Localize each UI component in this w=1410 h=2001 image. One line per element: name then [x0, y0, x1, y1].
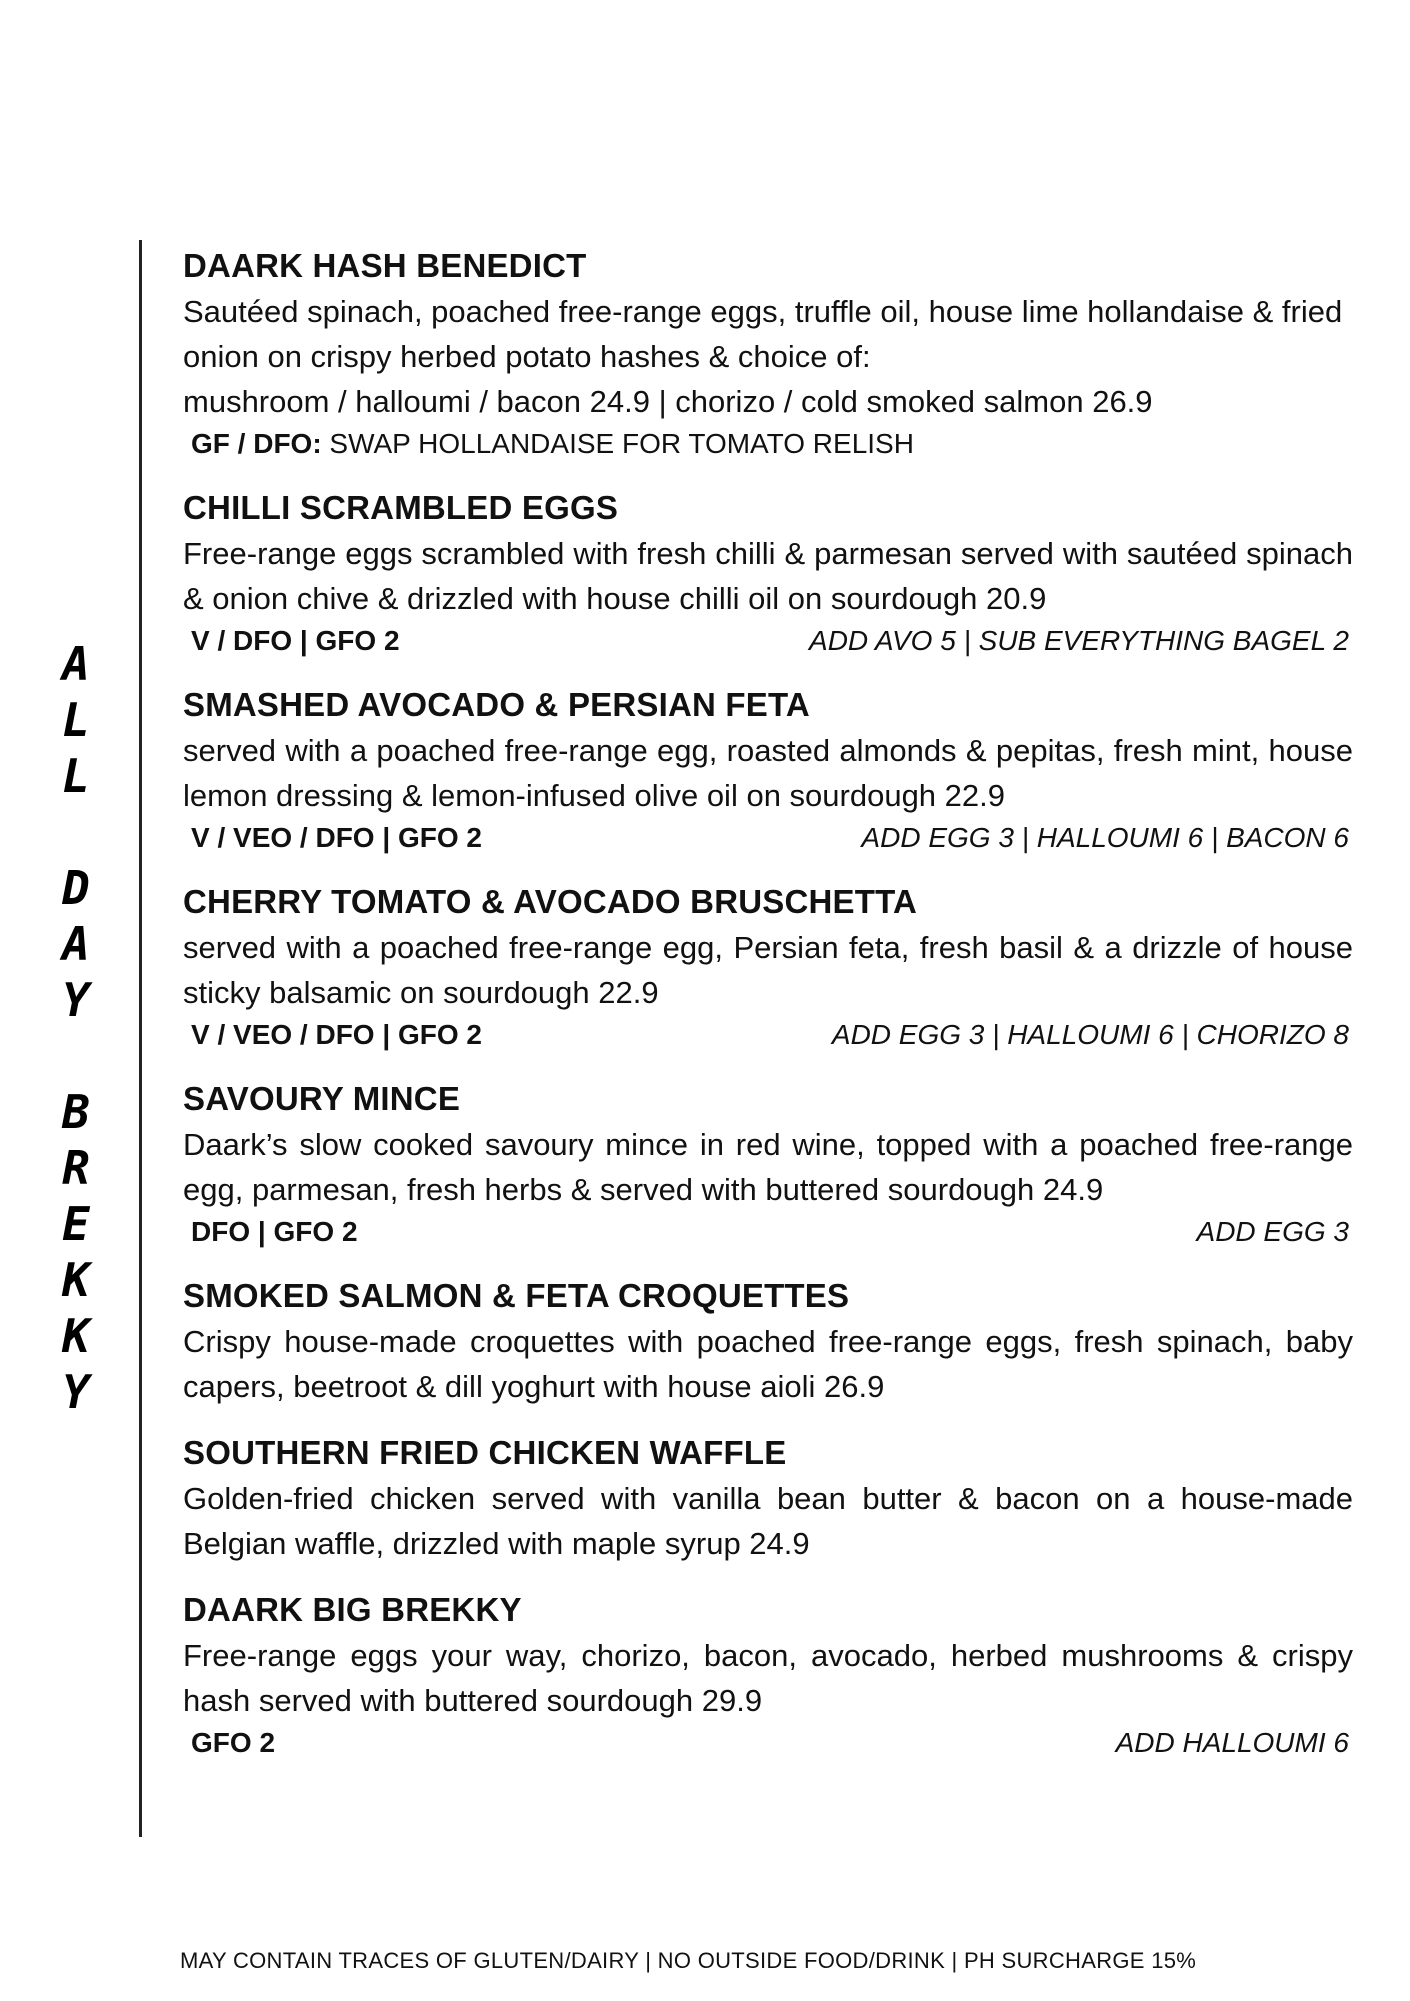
item-name: CHERRY TOMATO & AVOCADO BRUSCHETTA [183, 883, 918, 920]
item-description: Free-range eggs your way, chorizo, bacon, avocado, herbed mushrooms & crispy hash served with buttered sourdough 29.9 [183, 1638, 1353, 1718]
title-letter: Y [62, 973, 90, 1027]
item-swap-note [183, 424, 1353, 464]
menu-item [183, 882, 1353, 1055]
title-letter: B [62, 1085, 90, 1139]
menu-item [183, 1276, 1353, 1409]
item-meta [183, 1723, 1353, 1763]
item-description: served with a poached free-range egg, Persian feta, fresh basil & a drizzle of house sticky balsamic on sourdough 22.9 [183, 930, 1353, 1010]
item-name: SAVOURY MINCE [183, 1080, 461, 1117]
item-name: CHILLI SCRAMBLED EGGS [183, 489, 619, 526]
title-letter: L [62, 693, 90, 747]
section-title-vertical [56, 636, 96, 1420]
menu-item [183, 1433, 1353, 1566]
menu-item [183, 488, 1353, 661]
title-letter: A [62, 637, 90, 691]
item-name: SMASHED AVOCADO & PERSIAN FETA [183, 686, 810, 723]
title-letter: Y [62, 1365, 90, 1419]
item-meta [183, 1212, 1353, 1252]
add-ons: ADD HALLOUMI 6 [1115, 1727, 1349, 1758]
dietary-tags: V / VEO / DFO | GFO 2 [191, 822, 482, 853]
add-ons: ADD EGG 3 | HALLOUMI 6 | CHORIZO 8 [831, 1019, 1349, 1050]
menu-item [183, 246, 1353, 464]
item-name: DAARK HASH BENEDICT [183, 247, 587, 284]
title-letter: R [62, 1141, 90, 1195]
menu-item [183, 685, 1353, 858]
title-letter: K [62, 1309, 90, 1363]
dietary-tags: V / VEO / DFO | GFO 2 [191, 1019, 482, 1050]
item-description: Free-range eggs scrambled with fresh chilli & parmesan served with sautéed spinach & onion chive & drizzled with house chilli oil on sourdough 20.9 [183, 536, 1353, 616]
item-name: SMOKED SALMON & FETA CROQUETTES [183, 1277, 850, 1314]
item-meta [183, 818, 1353, 858]
title-letter: E [62, 1197, 90, 1251]
dietary-tags: V / DFO | GFO 2 [191, 625, 400, 656]
footer-notice: MAY CONTAIN TRACES OF GLUTEN/DAIRY | NO OUTSIDE FOOD/DRINK | PH SURCHARGE 15% [180, 1948, 1197, 1973]
item-description: Sautéed spinach, poached free-range eggs, truffle oil, house lime hollandaise & fried onion on crispy herbed potato hashes & choice of: [183, 294, 1343, 374]
menu-list [183, 246, 1353, 1787]
title-letter: K [62, 1253, 90, 1307]
item-description: Golden-fried chicken served with vanilla bean butter & bacon on a house-made Belgian waffle, drizzled with maple syrup 24.9 [183, 1481, 1353, 1561]
item-price-options: mushroom / halloumi / bacon 24.9 | chorizo / cold smoked salmon 26.9 [183, 384, 1153, 419]
menu-item [183, 1079, 1353, 1252]
vertical-divider [139, 240, 142, 1837]
dietary-tags: GFO 2 [191, 1727, 276, 1758]
title-letter: A [62, 917, 90, 971]
item-meta [183, 1015, 1353, 1055]
title-letter: L [62, 749, 90, 803]
add-ons: ADD EGG 3 [1196, 1216, 1349, 1247]
dietary-tags: DFO | GFO 2 [191, 1216, 358, 1247]
item-name: SOUTHERN FRIED CHICKEN WAFFLE [183, 1434, 787, 1471]
title-letter: D [62, 861, 90, 915]
swap-label: GF / DFO: [191, 428, 322, 459]
item-meta [183, 621, 1353, 661]
item-description: served with a poached free-range egg, roasted almonds & pepitas, fresh mint, house lemon dressing & lemon-infused olive oil on sourdough 22.9 [183, 733, 1353, 813]
item-description: Crispy house-made croquettes with poached free-range eggs, fresh spinach, baby capers, beetroot & dill yoghurt with house aioli 26.9 [183, 1324, 1353, 1404]
item-name: DAARK BIG BREKKY [183, 1591, 522, 1628]
item-description: Daark’s slow cooked savoury mince in red wine, topped with a poached free-range egg, parmesan, fresh herbs & served with buttered sourdough 24.9 [183, 1127, 1353, 1207]
add-ons: ADD AVO 5 | SUB EVERYTHING BAGEL 2 [809, 625, 1349, 656]
menu-item [183, 1590, 1353, 1763]
swap-text: SWAP HOLLANDAISE FOR TOMATO RELISH [321, 428, 914, 459]
add-ons: ADD EGG 3 | HALLOUMI 6 | BACON 6 [861, 822, 1349, 853]
